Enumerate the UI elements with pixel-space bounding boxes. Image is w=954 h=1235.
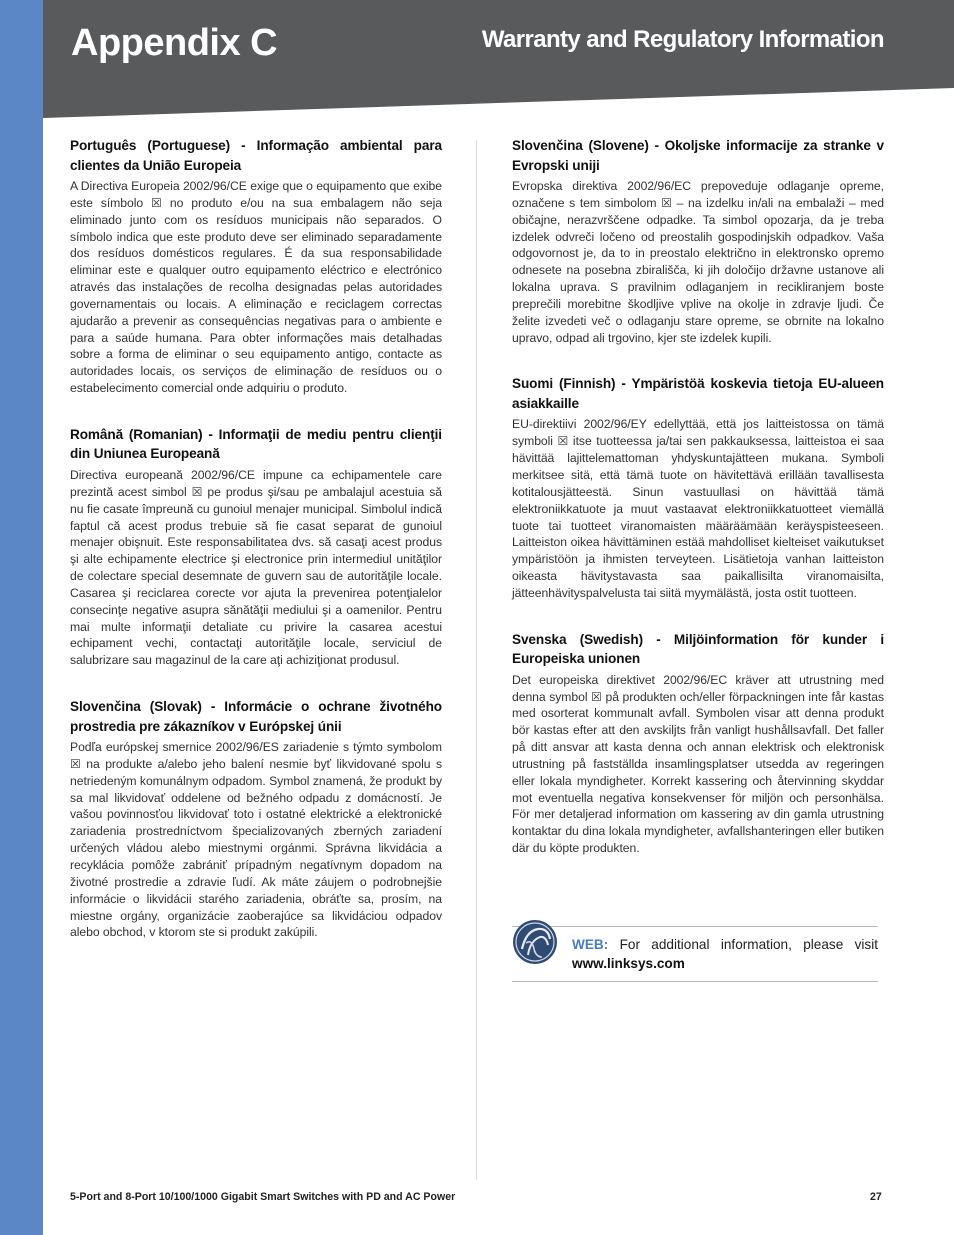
section-heading: Português (Portuguese) - Informação ambiental para clientes da União Europeia bbox=[70, 138, 442, 173]
section-slovak bbox=[70, 697, 442, 941]
globe-icon bbox=[512, 919, 558, 965]
web-note bbox=[512, 926, 878, 982]
section-heading: Slovenčina (Slovene) - Okoljske informacije za stranke v Evropski uniji bbox=[512, 138, 884, 173]
section-heading: Română (Romanian) - Informaţii de mediu pentru clienţii din Uniunea Europeană bbox=[70, 426, 442, 462]
web-label: WEB: bbox=[572, 937, 609, 952]
page-header bbox=[43, 0, 954, 120]
section-portuguese bbox=[70, 136, 442, 397]
section-finnish bbox=[512, 374, 884, 601]
right-column bbox=[512, 136, 884, 885]
left-accent-bar bbox=[0, 0, 43, 1235]
section-heading: Slovenčina (Slovak) - Informácie o ochrane životného prostredia pre zákazníkov v Európskej únii bbox=[70, 699, 442, 734]
left-column bbox=[70, 136, 442, 969]
section-heading: Svenska (Swedish) - Miljöinformation för kunder i Europeiska unionen bbox=[512, 631, 884, 667]
section-slovene bbox=[512, 136, 884, 346]
section-body: Det europeiska direktivet 2002/96/EC kräver att utrustning med denna symbol ☒ på produkten och/eller förpackningen inte får kastas med osorterat kommunalt avfall. Symbolen visar att denna produkt bör kastas efter att den avskiljts från vanligt hushållsavfall. Det faller på ditt ansvar att kasta denna och annan elektrisk och elektronisk utrustning på fastställda insamlingsplatser utsedda av regeringen eller lokala myndigheter. Korrekt kassering och återvinning skyddar mot eventuella negativa konsekvenser för miljön och personhälsa. För mer detaljerad information om kassering av din gamla utrustning kontaktar du dina lokala myndigheter, avfallshanteringen eller butiken där du köpte produkten. bbox=[512, 672, 884, 856]
header-title: Warranty and Regulatory Information bbox=[481, 26, 884, 53]
section-body: Podľa európskej smernice 2002/96/ES zariadenie s týmto symbolom ☒ na produkte a/alebo jeho balení nesmie byť likvidované spolu s netriedeným komunálnym odpadom. Symbol znamená, že produkt by sa mal likvidovať oddelene od bežného odpadu z domácností. Je vašou povinnosťou likvidovať toto i ostatné elektrické a elektronické zariadenia prostredníctvom špecializovaných zberných zariadení určených vládou alebo miestnymi orgánmi. Správna likvidácia a recyklácia pomôže zabrániť prípadným negatívnym dopadom na životné prostredie a zdravie ľudí. Ak máte záujem o podrobnejšie informácie o likvidácii starého zariadenia, obráťte sa, prosím, na miestne orgány, organizácie zaoberajúce sa likvidáciou odpadov alebo obchod, v ktorom ste si produkt zakúpili. bbox=[70, 740, 442, 940]
section-body: Directiva europeană 2002/96/CE impune ca echipamentele care prezintă acest simbol ☒ pe produs şi/sau pe ambalajul acestuia să nu fie casate împreună cu gunoiul menajer municipal. Simbolul indică faptul că acest produs trebuie să fie casat separat de gunoiul menajer obişnuit. Este responsabilitatea dvs. să casaţi acest produs şi alte echipamente electrice şi electronice prin intermediul unităţilor de colectare special desemnate de guvern sau de autorităţile locale. Casarea şi reciclarea corecte vor ajuta la prevenirea potenţialelor consecinţe negative asupra sănătăţii mediului şi a oamenilor. Pentru mai multe informaţii detaliate cu privire la casarea acestui echipament vechi, contactaţi autorităţile locale, serviciul de salubrizare sau magazinul de la care aţi achiziţionat produsul. bbox=[70, 467, 442, 668]
section-heading: Suomi (Finnish) - Ympäristöä koskevia tietoja EU-alueen asiakkaille bbox=[512, 376, 884, 411]
section-body: Evropska direktiva 2002/96/EC prepoveduje odlaganje opreme, označene s tem simbolom ☒ – na izdelku in/ali na embalaži – med običajne, nerazvrščene odpadke. Ta simbol opozarja, da je treba izdelek odvreči ločeno od preostalih gospodinjskih odpadkov. Vaša odgovornost je, da to in preostalo električno in elektronsko opremo odnesete na posebna zbirališča, ki jih določijo državne ustanove ali lokalna uprava. S pravilnim odlaganjem in recikliranjem boste preprečili morebitne škodljive vplive na okolje in zdravje ljudi. Če želite izvedeti več o odlaganju stare opreme, se obrnite na lokalno upravo, odpad ali trgovino, kjer ste izdelek kupili. bbox=[512, 179, 884, 345]
section-romanian bbox=[70, 425, 442, 669]
column-divider bbox=[476, 140, 477, 1180]
footer-product-title: 5-Port and 8-Port 10/100/1000 Gigabit Smart Switches with PD and AC Power bbox=[70, 1191, 456, 1203]
web-note-text bbox=[572, 935, 878, 973]
web-note-body: For additional information, please visit bbox=[608, 937, 878, 952]
section-swedish bbox=[512, 630, 884, 857]
appendix-label: Appendix C bbox=[71, 22, 278, 64]
section-body: EU-direktiivi 2002/96/EY edellyttää, että jos laitteistossa on tämä symboli ☒ itse tuotteessa ja/tai sen pakkauksessa, laitteistoa ei saa hävittää lajittelemattoman yhdyskuntajätteen mukana. Symboli merkitsee sitä, että tämä tuote on hävitettävä erillään tavallisesta kotitalousjätteestä. Sinun vastuullasi on hävittää tämä elektroniikkatuote ja muut vastaavat elektroniikkatuotteet viemällä tuote tai tuotteet viranomaisten määräämään keräyspisteeseen. Laitteiston oikea hävittäminen estää mahdolliset kielteiset vaikutukset ympäristöön ja ihmisten terveyteen. Lisätietoja vanhan laitteiston oikeasta hävitystavasta saa paikallisilta viranomaisilta, jätteenhävityspalvelusta tai siitä myymälästä, josta ostit tuotteen. bbox=[512, 417, 884, 600]
web-url-link[interactable]: www.linksys.com bbox=[572, 956, 685, 971]
page-number: 27 bbox=[870, 1191, 882, 1203]
section-body: A Directiva Europeia 2002/96/CE exige que o equipamento que exibe este símbolo ☒ no produto e/ou na sua embalagem não seja eliminado junto com os resíduos municipais não separados. O símbolo indica que este produto deve ser eliminado separadamente dos resíduos domésticos regulares. É da sua responsabilidade eliminar este e qualquer outro equipamento eléctrico e electrónico através das instalações de recolha designadas pelas autoridades governamentais ou locais. A eliminação e reciclagem correctas ajudarão a prevenir as consequências negativas para o ambiente e para a saúde humana. Para obter informações mais detalhadas sobre a forma de eliminar o seu equipamento antigo, contacte as autoridades locais, os serviços de eliminação de resíduos ou o estabelecimento comercial onde adquiriu o produto. bbox=[70, 179, 442, 396]
